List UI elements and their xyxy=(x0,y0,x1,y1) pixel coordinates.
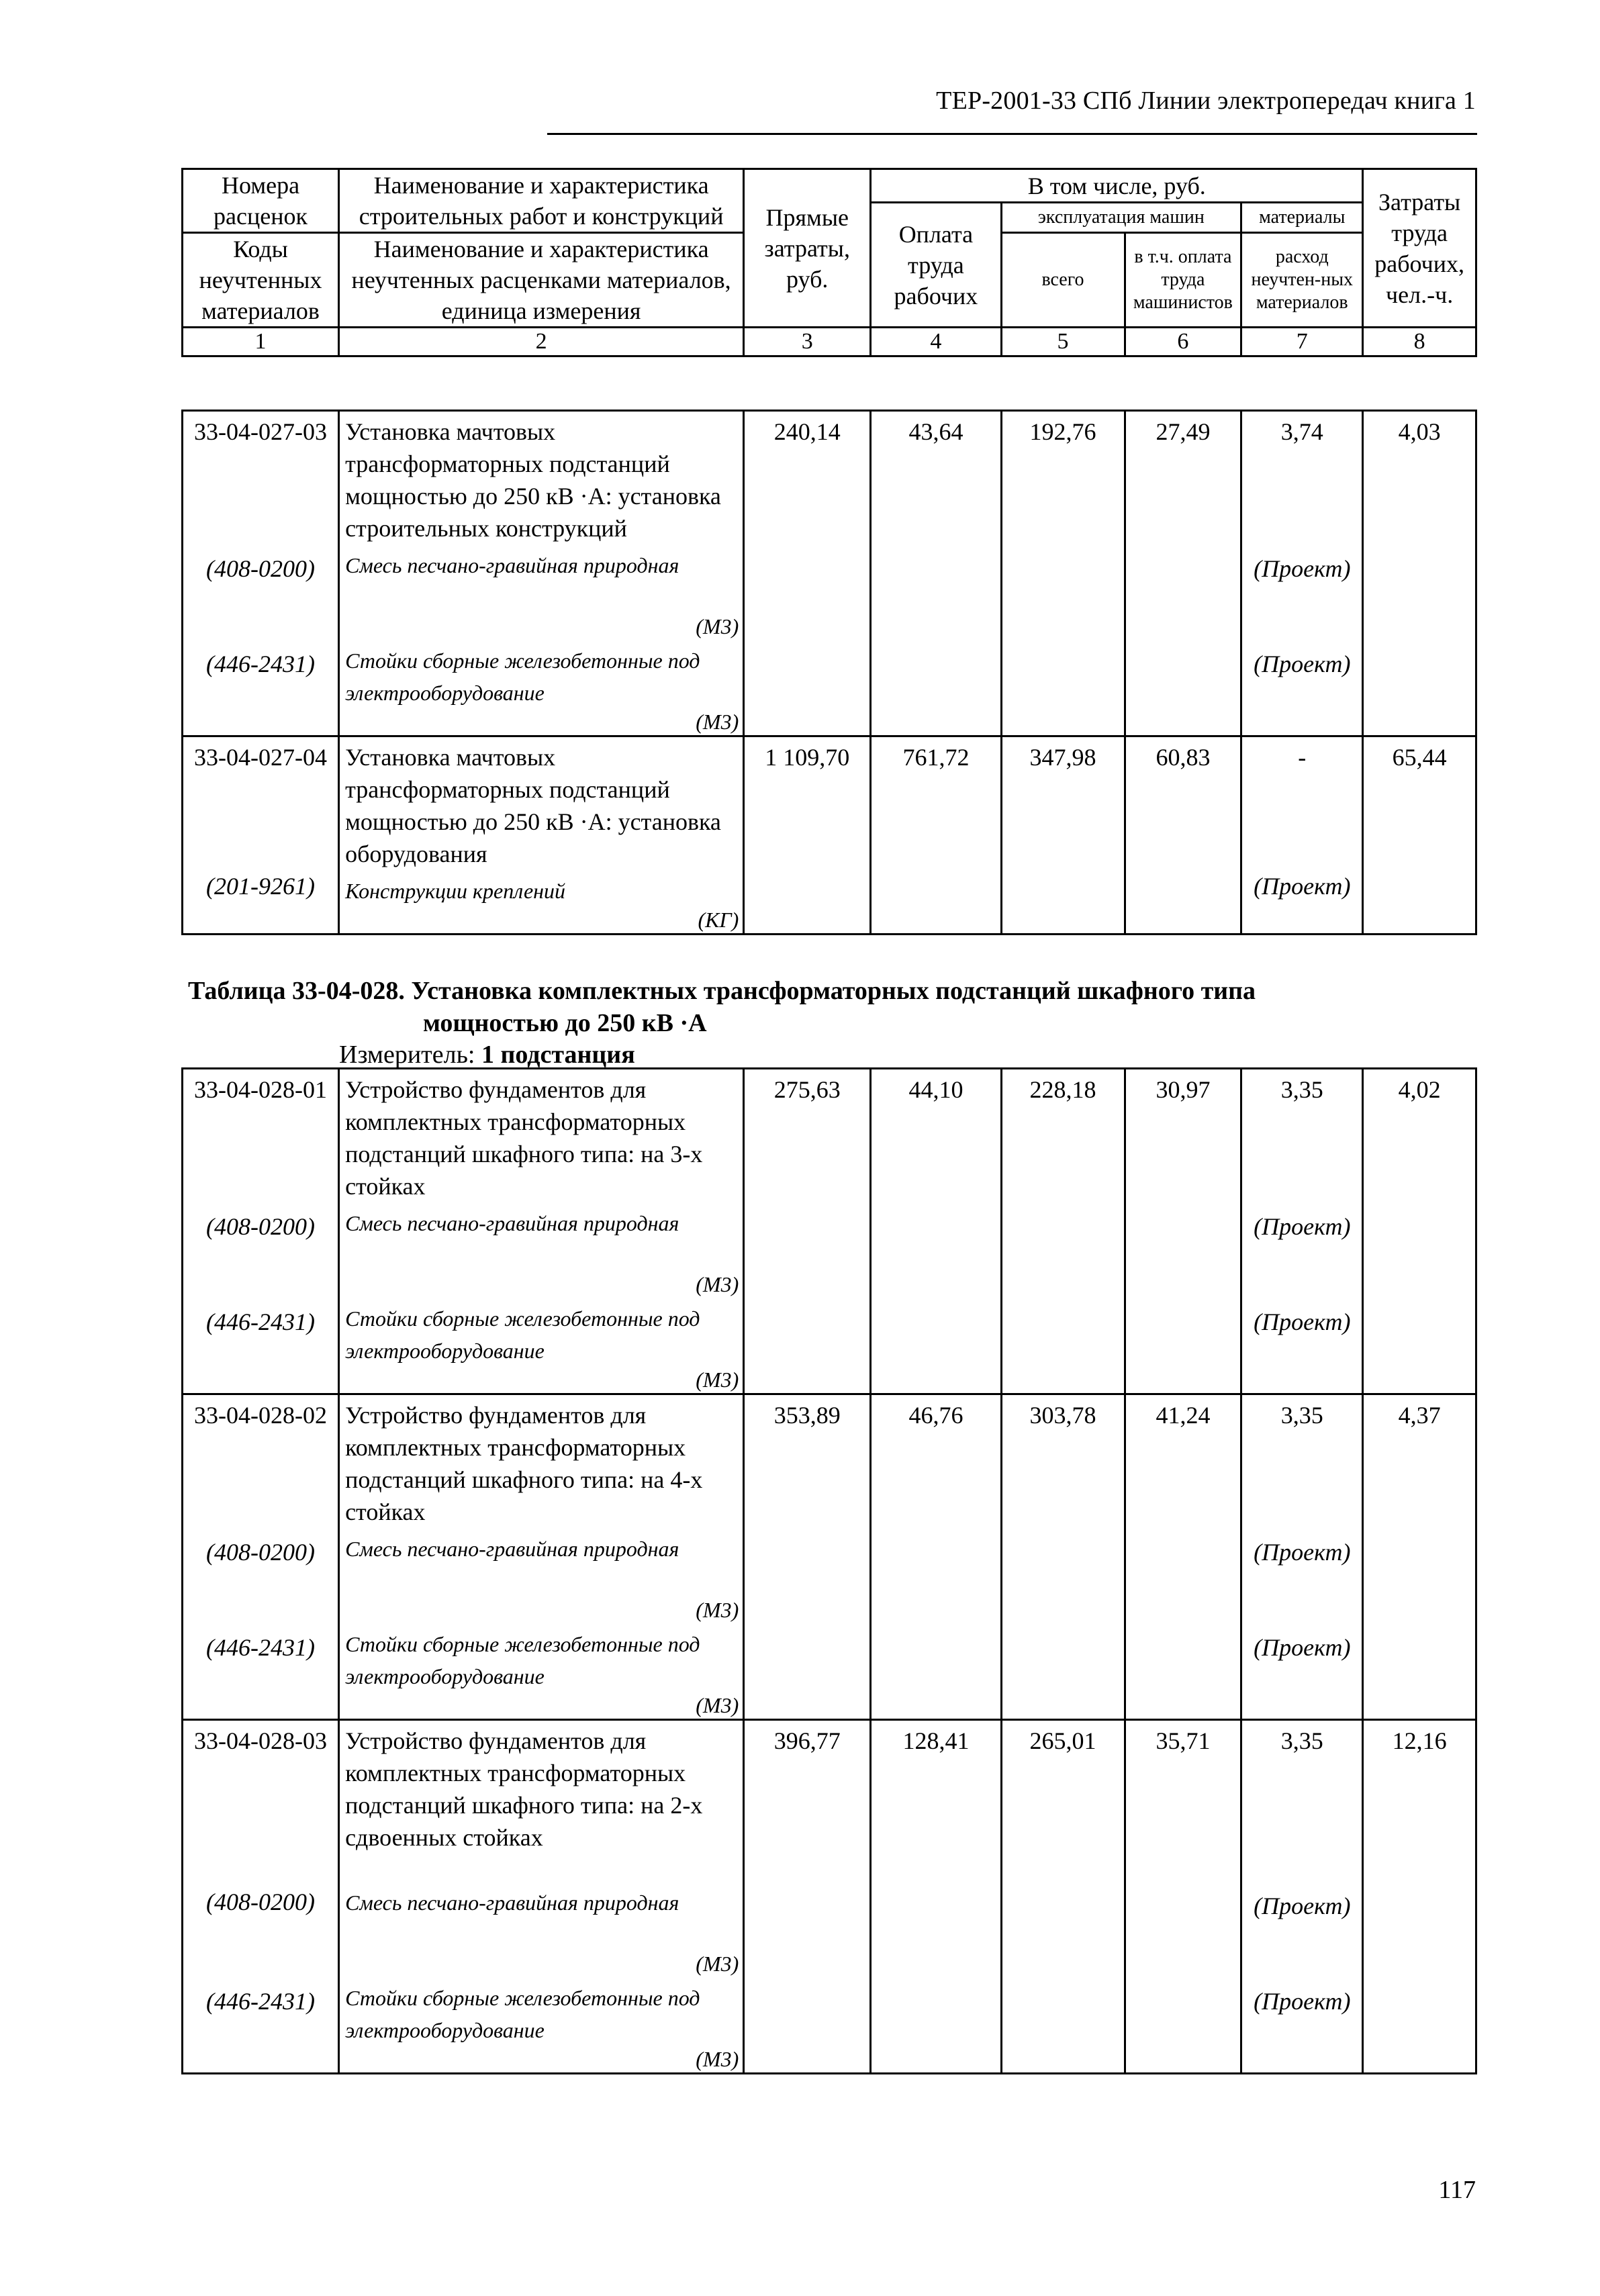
direct-cost: 396,77 xyxy=(744,1720,871,1854)
labor-hours: 65,44 xyxy=(1363,736,1476,871)
col-number: 7 xyxy=(1241,328,1363,356)
material-unit: (М3) xyxy=(696,1368,739,1392)
material-unit: (М3) xyxy=(696,2047,739,2071)
machines-operator: 35,71 xyxy=(1125,1720,1241,1854)
material-name: Смесь песчано-гравийная природная xyxy=(345,1211,679,1235)
material-code: (446-2431) xyxy=(183,640,339,736)
materials-label: материалы xyxy=(1241,203,1363,233)
rate-code: 33-04-028-03 xyxy=(183,1720,339,1854)
material-note: (Проект) xyxy=(1241,1623,1363,1720)
col5-label: всего xyxy=(1001,233,1125,328)
materials-cost: - xyxy=(1241,736,1363,871)
machines-total: 347,98 xyxy=(1001,736,1125,871)
material-code: (408-0200) xyxy=(183,1528,339,1623)
col8-label: Затраты труда рабочих, чел.-ч. xyxy=(1363,169,1476,328)
table-row xyxy=(183,411,1476,545)
table-caption xyxy=(188,975,1256,1039)
rates-table-028 xyxy=(181,1067,1477,2074)
material-name: Стойки сборные железобетонные под электрооборудование xyxy=(345,1986,700,2042)
material-note: (Проект) xyxy=(1241,640,1363,736)
rate-code: 33-04-028-01 xyxy=(183,1069,339,1203)
col6-label: в т.ч. оплата труда машинистов xyxy=(1125,233,1241,328)
material-unit: (КГ) xyxy=(698,908,739,932)
rate-code: 33-04-028-02 xyxy=(183,1394,339,1529)
material-note: (Проект) xyxy=(1241,1854,1363,1977)
material-row xyxy=(183,1202,1476,1298)
col4-label: Оплата труда рабочих xyxy=(871,203,1001,328)
col2-top-label: Наименование и характеристика строительных работ и конструкций xyxy=(339,169,744,233)
machines-operator: 60,83 xyxy=(1125,736,1241,871)
materials-cost: 3,35 xyxy=(1241,1394,1363,1529)
col-number: 2 xyxy=(339,328,744,356)
material-code: (201-9261) xyxy=(183,870,339,935)
machines-operator: 41,24 xyxy=(1125,1394,1241,1529)
col3-label: Прямые затраты, руб. xyxy=(744,169,871,328)
material-row xyxy=(183,640,1476,736)
rate-name: Устройство фундаментов для комплектных трансформаторных подстанций шкафного типа: на 3-х стойках xyxy=(339,1069,744,1203)
col7-label: расход неучтен-ных материалов xyxy=(1241,233,1363,328)
col1-top-label: Номера расценок xyxy=(183,169,339,233)
material-row xyxy=(183,1298,1476,1394)
col2-bottom-label: Наименование и характеристика неучтенных расценками материалов, единица измерения xyxy=(339,233,744,328)
rate-code: 33-04-027-04 xyxy=(183,736,339,871)
material-row xyxy=(183,544,1476,640)
col-number: 1 xyxy=(183,328,339,356)
table-caption-line2: мощностью до 250 кВ ·А xyxy=(423,1009,707,1037)
material-unit: (М3) xyxy=(696,1952,739,1976)
material-name: Смесь песчано-гравийная природная xyxy=(345,1537,679,1561)
col-number: 8 xyxy=(1363,328,1476,356)
col-number: 3 xyxy=(744,328,871,356)
col-number: 4 xyxy=(871,328,1001,356)
material-name: Смесь песчано-гравийная природная xyxy=(345,553,679,577)
material-unit: (М3) xyxy=(696,614,739,638)
material-code: (408-0200) xyxy=(183,1202,339,1298)
meter-line xyxy=(339,1039,635,1071)
material-note: (Проект) xyxy=(1241,1528,1363,1623)
material-name: Стойки сборные железобетонные под электрооборудование xyxy=(345,1306,700,1363)
material-name: Смесь песчано-гравийная природная xyxy=(345,1891,679,1915)
labor-hours: 4,37 xyxy=(1363,1394,1476,1529)
materials-cost: 3,74 xyxy=(1241,411,1363,545)
labor-hours: 4,03 xyxy=(1363,411,1476,545)
machines-total: 265,01 xyxy=(1001,1720,1125,1854)
machines-total: 228,18 xyxy=(1001,1069,1125,1203)
material-code: (446-2431) xyxy=(183,1977,339,2074)
page-number: 117 xyxy=(1438,2176,1476,2204)
machines-total: 303,78 xyxy=(1001,1394,1125,1529)
material-row xyxy=(183,870,1476,935)
material-note: (Проект) xyxy=(1241,544,1363,640)
material-unit: (М3) xyxy=(696,1693,739,1717)
header-rule xyxy=(547,133,1477,135)
material-row xyxy=(183,1854,1476,1977)
table-row xyxy=(183,736,1476,871)
table-row xyxy=(183,1069,1476,1203)
material-code: (446-2431) xyxy=(183,1298,339,1394)
direct-cost: 240,14 xyxy=(744,411,871,545)
material-note: (Проект) xyxy=(1241,1977,1363,2074)
rate-code: 33-04-027-03 xyxy=(183,411,339,545)
col-number: 6 xyxy=(1125,328,1241,356)
material-note: (Проект) xyxy=(1241,1202,1363,1298)
labor-cost: 761,72 xyxy=(871,736,1001,871)
rates-table-027 xyxy=(181,410,1477,935)
rate-name: Устройство фундаментов для комплектных трансформаторных подстанций шкафного типа: на 2-х сдвоенных стойках xyxy=(339,1720,744,1854)
rate-name: Установка мачтовых трансформаторных подстанций мощностью до 250 кВ ·А: установка строительных конструкций xyxy=(339,411,744,545)
material-name: Стойки сборные железобетонные под электрооборудование xyxy=(345,1632,700,1688)
meter-label: Измеритель: xyxy=(339,1041,481,1069)
table-row xyxy=(183,1394,1476,1529)
material-note: (Проект) xyxy=(1241,1298,1363,1394)
table-row xyxy=(183,1720,1476,1854)
material-row xyxy=(183,1977,1476,2074)
material-unit: (М3) xyxy=(696,1272,739,1296)
table-caption-line1: Таблица 33-04-028. Установка комплектных трансформаторных подстанций шкафного типа xyxy=(188,977,1256,1005)
materials-cost: 3,35 xyxy=(1241,1720,1363,1854)
machines-total: 192,76 xyxy=(1001,411,1125,545)
direct-cost: 1 109,70 xyxy=(744,736,871,871)
materials-cost: 3,35 xyxy=(1241,1069,1363,1203)
meter-value: 1 подстанция xyxy=(481,1041,635,1069)
incl-label: В том числе, руб. xyxy=(871,169,1363,203)
direct-cost: 275,63 xyxy=(744,1069,871,1203)
material-code: (408-0200) xyxy=(183,1854,339,1977)
material-code: (408-0200) xyxy=(183,544,339,640)
rate-name: Устройство фундаментов для комплектных трансформаторных подстанций шкафного типа: на 4-х стойках xyxy=(339,1394,744,1529)
material-note: (Проект) xyxy=(1241,870,1363,935)
labor-cost: 46,76 xyxy=(871,1394,1001,1529)
machines-label: эксплуатация машин xyxy=(1001,203,1241,233)
material-row xyxy=(183,1623,1476,1720)
material-code: (446-2431) xyxy=(183,1623,339,1720)
material-unit: (М3) xyxy=(696,710,739,734)
labor-cost: 43,64 xyxy=(871,411,1001,545)
material-name: Стойки сборные железобетонные под электрооборудование xyxy=(345,649,700,705)
rate-name: Установка мачтовых трансформаторных подстанций мощностью до 250 кВ ·А: установка оборудования xyxy=(339,736,744,871)
machines-operator: 30,97 xyxy=(1125,1069,1241,1203)
material-name: Конструкции креплений xyxy=(345,879,566,903)
running-header: ТЕР-2001-33 СПб Линии электропередач книга 1 xyxy=(936,87,1476,115)
labor-hours: 12,16 xyxy=(1363,1720,1476,1854)
machines-operator: 27,49 xyxy=(1125,411,1241,545)
col-number: 5 xyxy=(1001,328,1125,356)
labor-hours: 4,02 xyxy=(1363,1069,1476,1203)
material-unit: (М3) xyxy=(696,1598,739,1622)
labor-cost: 44,10 xyxy=(871,1069,1001,1203)
col1-bottom-label: Коды неучтенных материалов xyxy=(183,233,339,328)
material-row xyxy=(183,1528,1476,1623)
direct-cost: 353,89 xyxy=(744,1394,871,1529)
labor-cost: 128,41 xyxy=(871,1720,1001,1854)
header-table xyxy=(181,168,1477,357)
